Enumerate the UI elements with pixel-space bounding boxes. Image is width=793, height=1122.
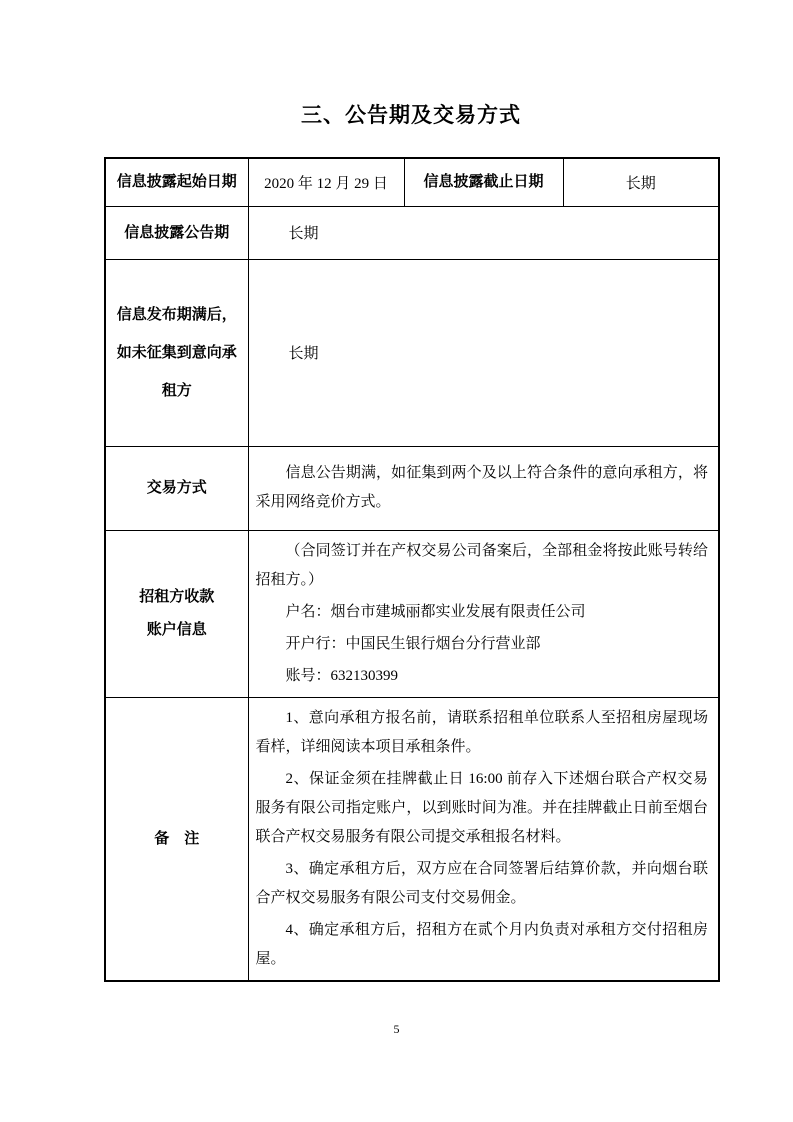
row-account-info <box>105 530 719 697</box>
account-info-value <box>248 530 719 697</box>
announcement-period-value: 长期 <box>248 206 719 259</box>
trade-method-value <box>248 446 719 530</box>
account-note-paragraph: （合同签订并在产权交易公司备案后，全部租金将按此账号转给招租方。） <box>255 542 708 588</box>
page-title: 三、公告期及交易方式 <box>301 103 521 127</box>
row-trade-method <box>105 446 719 530</box>
row-remarks <box>105 697 719 981</box>
account-info-label-line2: 账户信息 <box>146 621 207 638</box>
account-holder-paragraph: 户名：烟台市建城丽都实业发展有限责任公司 <box>285 603 586 620</box>
account-info-label-line1: 招租方收款 <box>139 588 215 605</box>
trade-method-paragraph: 信息公告期满，如征集到两个及以上符合条件的意向承租方，将采用网络竞价方式。 <box>255 465 708 510</box>
announcement-period-label: 信息披露公告期 <box>105 206 248 259</box>
row-no-intent-tenant <box>105 259 719 446</box>
remarks-paragraph-1: 1、意向承租方报名前，请联系招租单位联系人至招租房屋现场看样，详细阅读本项目承租条件。 <box>255 709 708 755</box>
row-announcement-period <box>105 206 719 259</box>
disclosure-end-value: 长期 <box>563 158 719 206</box>
no-intent-tenant-value: 长期 <box>248 259 719 446</box>
remarks-paragraph-2: 2、保证金须在挂牌截止日 16:00 前存入下述烟台联合产权交易服务有限公司指定账户，以到账时间为准。并在挂牌截止日前至烟台联合产权交易服务有限公司提交承租报名材料。 <box>255 770 708 845</box>
disclosure-start-label: 信息披露起始日期 <box>105 158 248 206</box>
account-info-label <box>105 530 248 697</box>
page-number: 5 <box>393 1022 400 1036</box>
trade-method-label: 交易方式 <box>105 446 248 530</box>
remarks-paragraph-3: 3、确定承租方后，双方应在合同签署后结算价款，并向烟台联合产权交易服务有限公司支付交易佣金。 <box>255 860 708 906</box>
announcement-trade-table <box>104 157 720 982</box>
disclosure-start-value: 2020 年 12 月 29 日 <box>248 158 404 206</box>
remarks-label: 备 注 <box>105 697 248 981</box>
account-number-paragraph: 账号：632130399 <box>285 667 399 684</box>
disclosure-end-label: 信息披露截止日期 <box>404 158 563 206</box>
row-disclosure-dates <box>105 158 719 206</box>
remarks-value <box>248 697 719 981</box>
account-bank-paragraph: 开户行：中国民生银行烟台分行营业部 <box>285 635 541 652</box>
no-intent-tenant-label: 信息发布期满后，如未征集到意向承租方 <box>105 259 248 446</box>
remarks-paragraph-4: 4、确定承租方后，招租方在贰个月内负责对承租方交付招租房屋。 <box>255 921 708 967</box>
